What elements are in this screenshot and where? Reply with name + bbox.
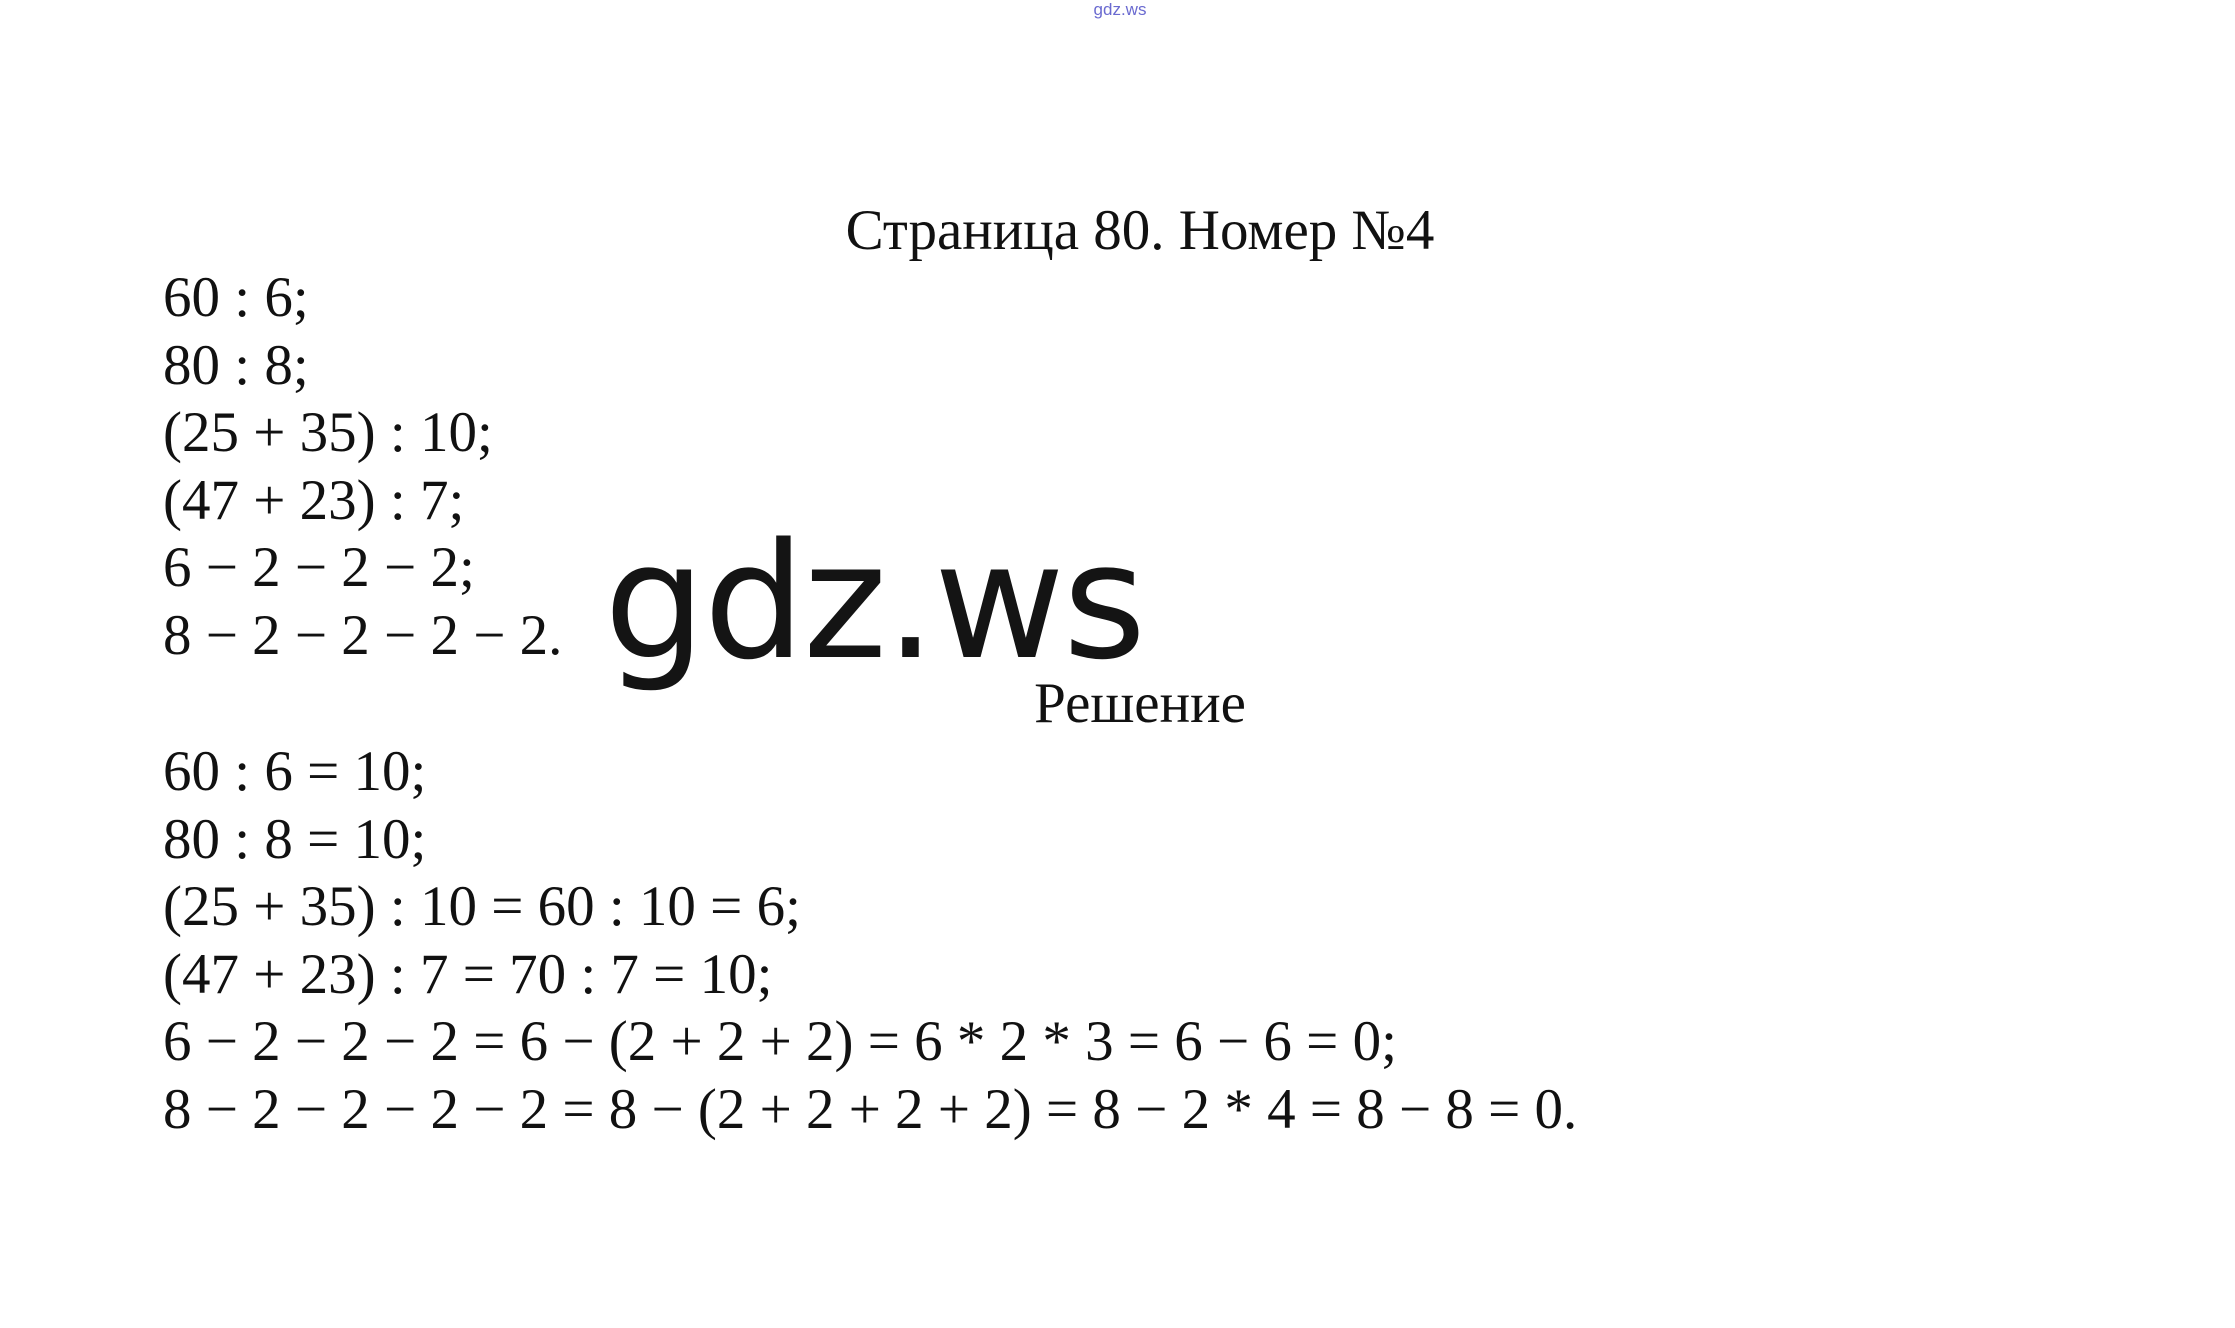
task-line-5: 6 − 2 − 2 − 2; [163,536,475,599]
site-link-text[interactable]: gdz.ws [1093,0,1147,19]
task-line-4: (47 + 23) : 7; [163,468,465,532]
task-line-6: 8 − 2 − 2 − 2 − 2. [163,603,563,667]
solution-line-6: 8 − 2 − 2 − 2 − 2 = 8 − (2 + 2 + 2 + 2) = 8 − 2 * 4 = 8 − 8 = 0. [163,1077,1578,1141]
solution-list [163,738,1577,1143]
solution-line-1: 60 : 6 = 10; [163,740,427,803]
solution-line-3: (25 + 35) : 10 = 60 : 10 = 6; [163,875,801,938]
solution-line-4: (47 + 23) : 7 = 70 : 7 = 10; [163,942,773,1006]
solution-line-2: 80 : 8 = 10; [163,807,427,871]
solution-heading: Решение [1034,672,1246,735]
solution-line-5: 6 − 2 − 2 − 2 = 6 − (2 + 2 + 2) = 6 * 2 * 3 = 6 − 6 = 0; [163,1010,1397,1073]
task-line-1: 60 : 6; [163,266,309,329]
task-line-3: (25 + 35) : 10; [163,401,493,464]
page-title: Страница 80. Номер №4 [845,199,1435,262]
task-line-2: 80 : 8; [163,333,309,397]
task-list [163,264,562,669]
watermark-logo: gdz.ws [604,508,1145,695]
